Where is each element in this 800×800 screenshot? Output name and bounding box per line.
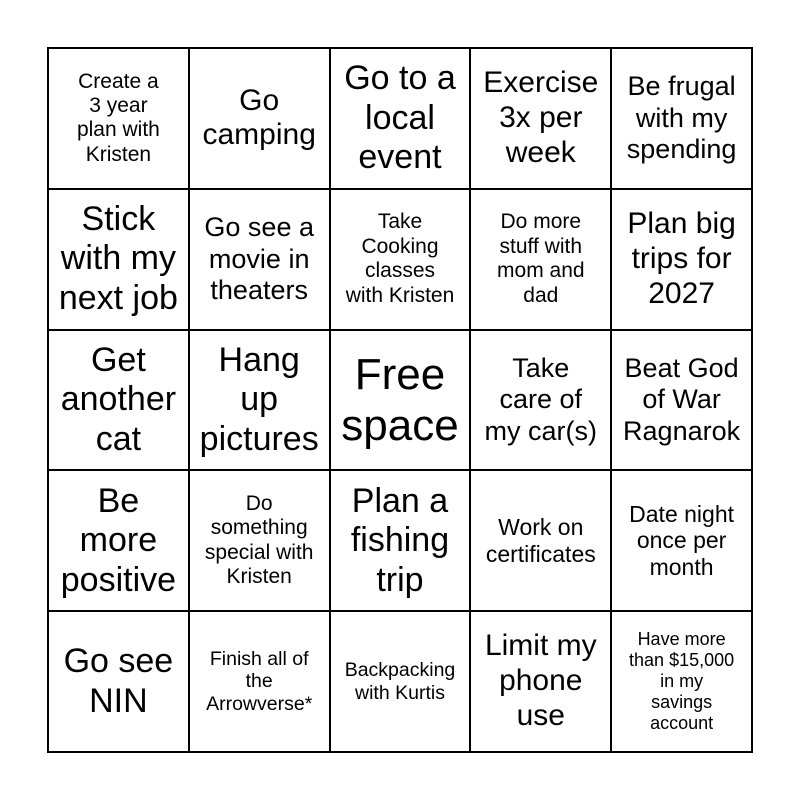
bingo-cell[interactable] (331, 331, 472, 472)
bingo-board (47, 47, 753, 753)
bingo-cell[interactable] (471, 49, 612, 190)
bingo-cell[interactable] (190, 190, 331, 331)
bingo-cell[interactable] (190, 331, 331, 472)
bingo-cell-text: Create a 3 year plan with Kristen (76, 69, 160, 166)
bingo-cell[interactable] (190, 49, 331, 190)
bingo-cell[interactable] (612, 612, 753, 753)
bingo-cell-text: Exercise 3x per week (483, 66, 599, 169)
bingo-cell-text: Plan a fishing trip (350, 481, 450, 599)
bingo-cell[interactable] (49, 471, 190, 612)
bingo-cell[interactable] (471, 190, 612, 331)
bingo-cell-text: Work on certificates (485, 514, 596, 567)
bingo-cell-text: Be frugal with my spending (626, 71, 737, 165)
bingo-cell-text: Date night once per month (629, 500, 735, 581)
bingo-cell-text: Do more stuff with mom and dad (497, 210, 585, 307)
bingo-cell[interactable] (190, 612, 331, 753)
bingo-cell[interactable] (331, 471, 472, 612)
bingo-cell-text: Do something special with Kristen (204, 492, 314, 589)
bingo-cell-text: Go see NIN (63, 642, 174, 720)
bingo-cell[interactable] (49, 49, 190, 190)
bingo-cell-text: Take Cooking classes with Kristen (345, 210, 455, 307)
bingo-cell[interactable] (612, 471, 753, 612)
bingo-cell-text: Go to a local event (344, 59, 456, 177)
bingo-cell[interactable] (612, 331, 753, 472)
bingo-cell[interactable] (331, 49, 472, 190)
bingo-cell[interactable] (49, 612, 190, 753)
bingo-cell-text: Stick with my next job (58, 200, 178, 317)
bingo-cell[interactable] (612, 190, 753, 331)
bingo-cell[interactable] (331, 190, 472, 331)
bingo-cell-text: Hang up pictures (199, 340, 319, 458)
bingo-cell-text: Go see a movie in theaters (204, 212, 314, 305)
bingo-cell[interactable] (49, 190, 190, 331)
bingo-cell-text: Have more than $15,000 in my savings account (629, 629, 735, 733)
bingo-cell-text: Get another cat (60, 340, 177, 458)
bingo-cell-text: Limit my phone use (484, 629, 597, 732)
bingo-cell-text: Free space (341, 349, 459, 450)
bingo-cell[interactable] (49, 331, 190, 472)
bingo-cell[interactable] (471, 612, 612, 753)
bingo-cell[interactable] (331, 612, 472, 753)
bingo-cell[interactable] (612, 49, 753, 190)
bingo-cell[interactable] (190, 471, 331, 612)
bingo-cell-text: Plan big trips for 2027 (627, 207, 736, 310)
bingo-cell-text: Take care of my car(s) (484, 353, 598, 446)
bingo-cell-text: Go camping (202, 83, 316, 152)
bingo-cell[interactable] (471, 331, 612, 472)
bingo-cell-text: Backpacking with Kurtis (344, 658, 456, 704)
bingo-cell-text: Finish all of the Arrowverse* (206, 647, 313, 715)
bingo-cell-text: Be more positive (60, 481, 177, 599)
bingo-cell-text: Beat God of War Ragnarok (623, 353, 741, 446)
bingo-cell[interactable] (471, 471, 612, 612)
